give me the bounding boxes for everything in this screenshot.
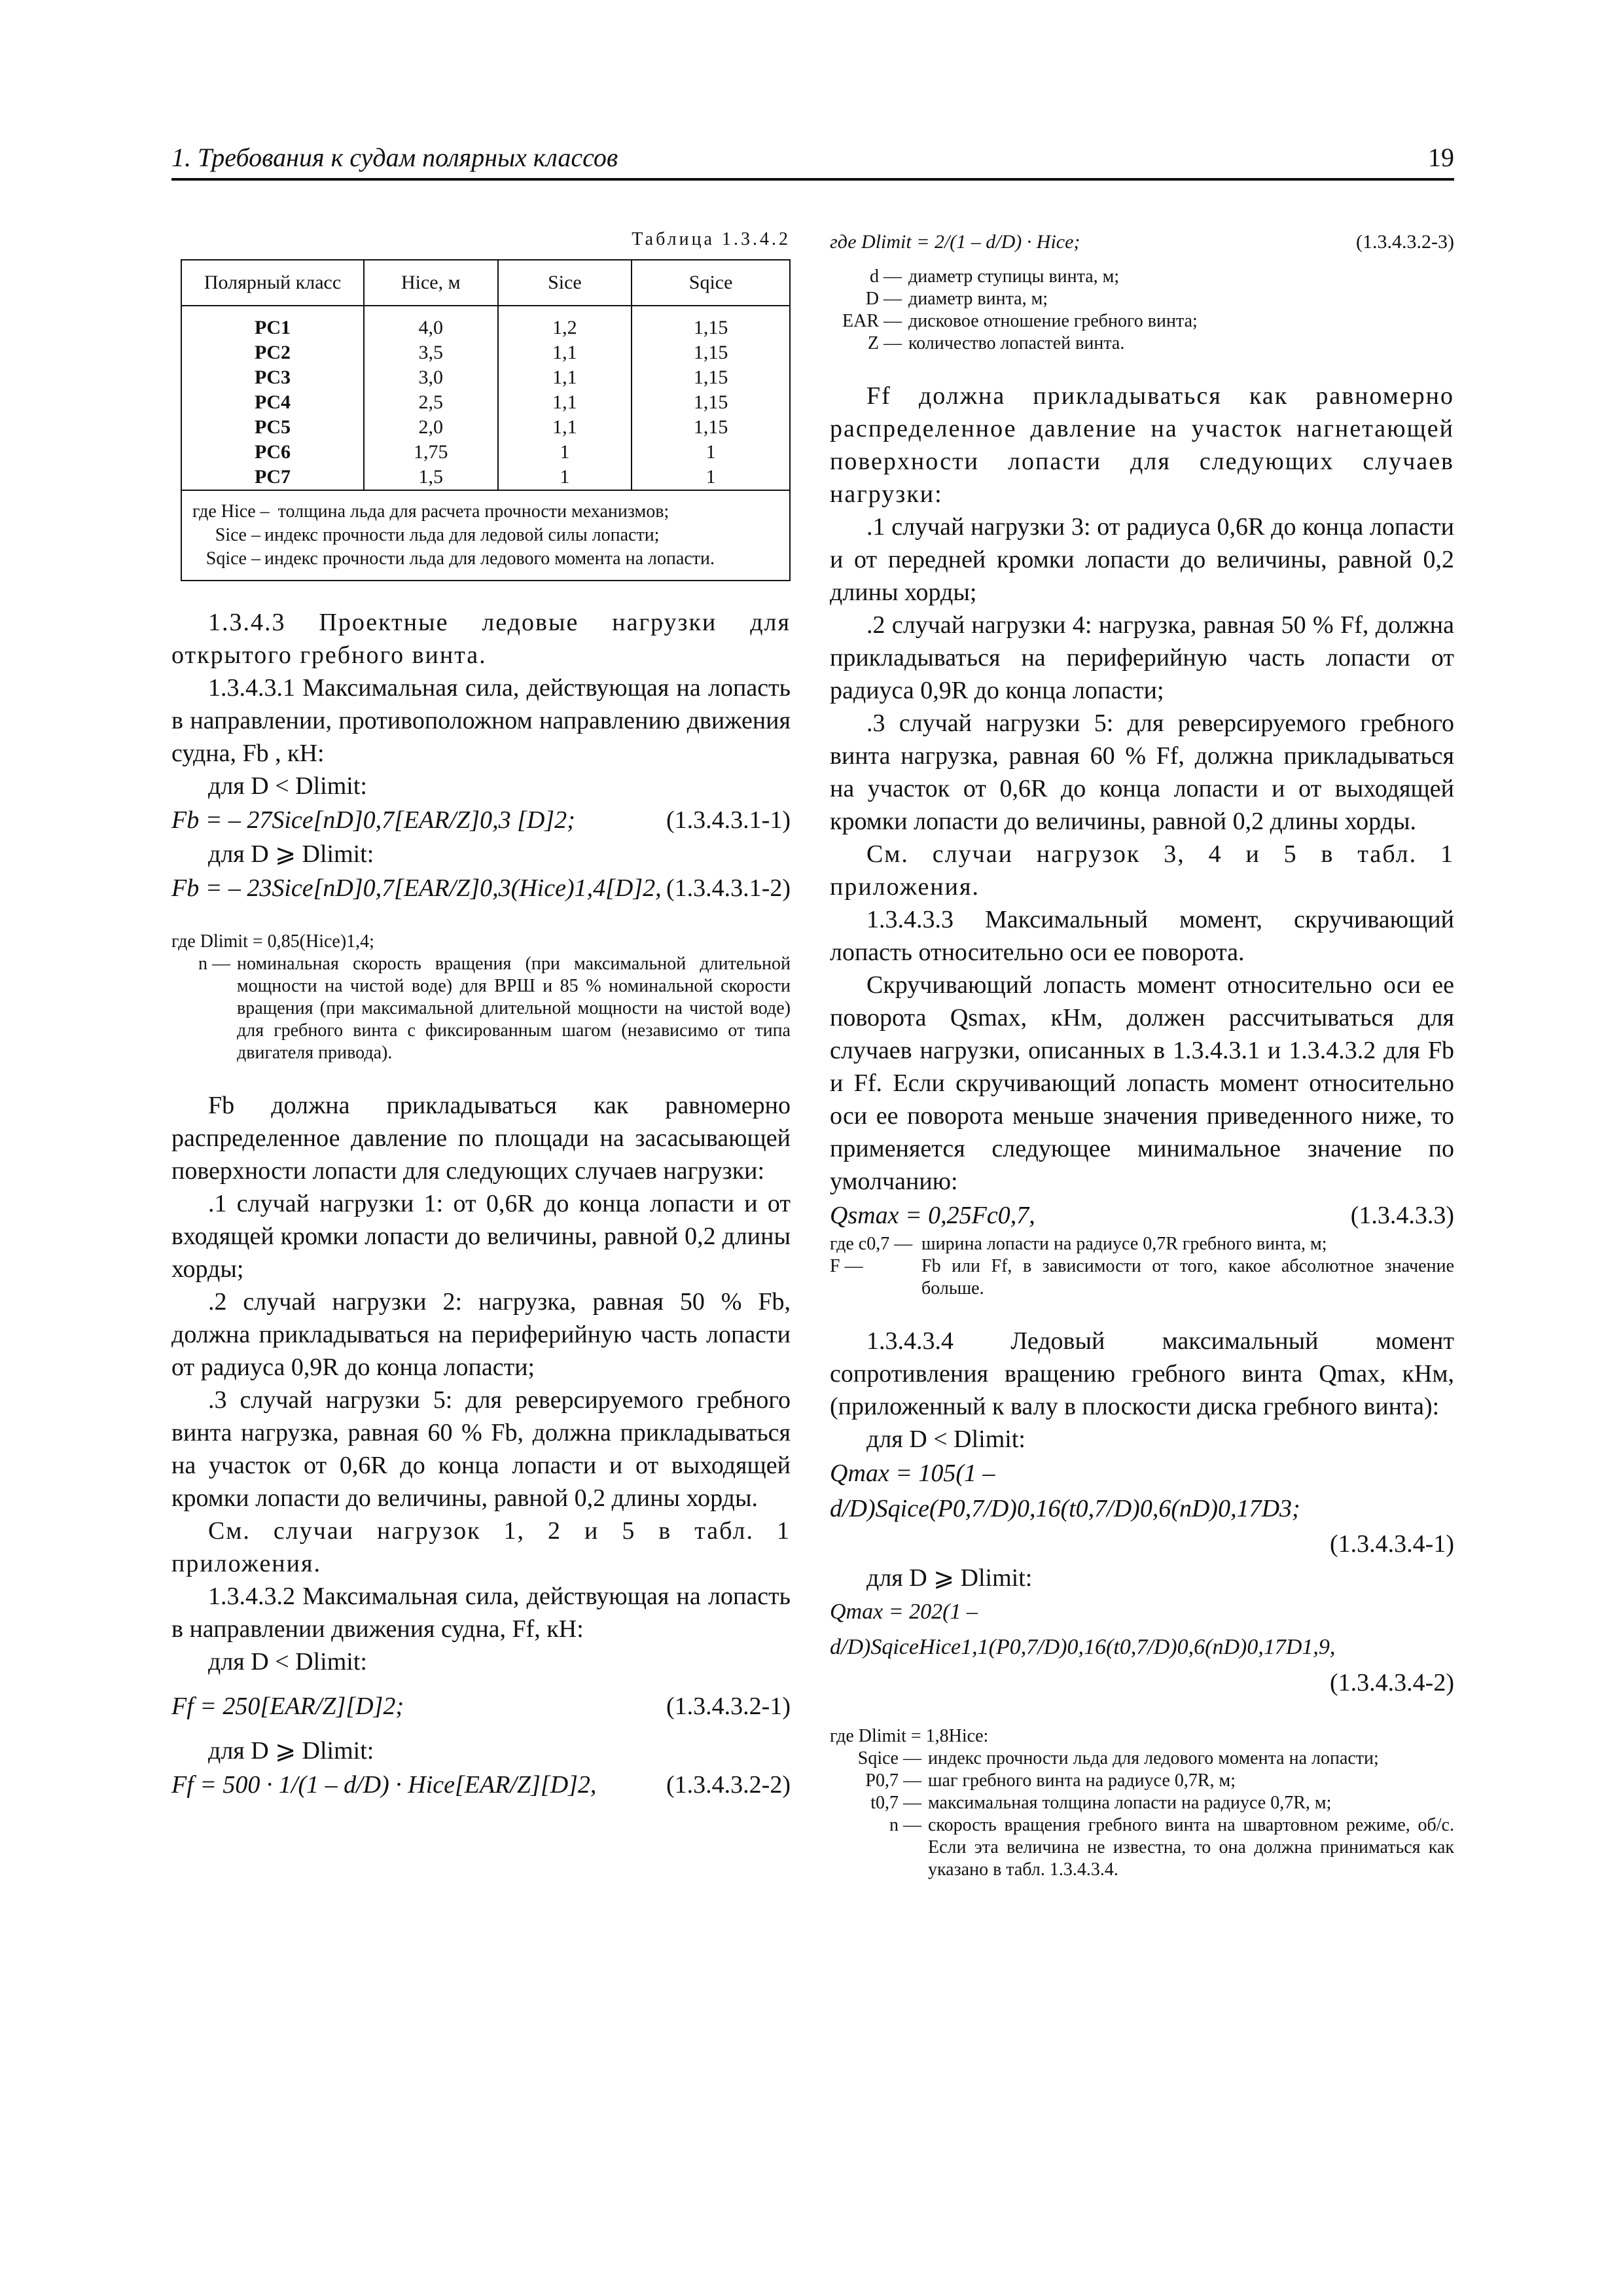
equation-number: (1.3.4.3.4-2) — [1330, 1669, 1454, 1696]
paragraph-fb: Fb должна прикладываться как равномерно распределенное давление по площади на засасывающей поверхности лопасти для следующих случаев нагрузки: — [171, 1092, 791, 1185]
definition-text: номинальная скорость вращения (при максимальной длительной мощности на чистой воде) для ВРШ и 85 % номинальной скорости вращения (при максимальной длительной мощности на чистой воде) для гребного винта с фиксированным шагом (независимо от типа двигателя привода). — [237, 954, 791, 1063]
table-cell: 1,15 — [632, 390, 790, 415]
table-row — [181, 465, 790, 490]
see-reference: См. случаи нагрузок 3, 4 и 5 в табл. 1 приложения. — [830, 840, 1454, 901]
table-cell: 1,5 — [364, 465, 498, 490]
definition-key: Z — — [867, 333, 902, 353]
table-row — [181, 415, 790, 440]
table-notes-row — [181, 490, 790, 581]
equation-number: (1.3.4.3.2-3) — [1356, 231, 1454, 253]
table-note — [192, 547, 779, 571]
table-cell: 4,0 — [364, 306, 498, 340]
table-cell: 2,0 — [364, 415, 498, 440]
equation-body: Ff = 250[EAR/Z][D]2; — [171, 1693, 404, 1720]
equation-number: (1.3.4.3.1-2) — [666, 874, 791, 902]
load-case-3: .1 случай нагрузки 3: от радиуса 0,6R до конца лопасти и от передней кромки лопасти до величины, равной 0,2 длины хорды; — [830, 513, 1454, 606]
table-row — [181, 440, 790, 465]
table-cell: 1,15 — [632, 340, 790, 365]
equation-body: Fb = – 23Sice[nD]0,7[EAR/Z]0,3(Hice)1,4[D]2, — [171, 874, 662, 902]
definition-key: F — — [830, 1256, 863, 1276]
equation-body: Fb = – 27Sice[nD]0,7[EAR/Z]0,3 [D]2; — [171, 806, 575, 834]
load-case-4: .2 случай нагрузки 4: нагрузка, равная 50 % Ff, должна прикладываться на периферийную часть лопасти от радиуса 0,9R до конца лопасти; — [830, 611, 1454, 704]
condition-less: для D < Dlimit: — [866, 1426, 1026, 1453]
note-key: Sqice – — [205, 548, 260, 569]
condition-less: для D < Dlimit: — [208, 772, 367, 800]
equation-number: (1.3.4.3.2-2) — [666, 1771, 791, 1799]
table-cell: 1,1 — [498, 390, 632, 415]
equation-number: (1.3.4.3.4-1) — [1330, 1530, 1454, 1558]
definition-dlimit: где Dlimit = 1,8Hice: — [830, 1726, 989, 1746]
note-key: Sice – — [215, 525, 260, 545]
running-header — [171, 139, 1454, 181]
note-text: толщина льда для расчета прочности механизмов; — [277, 501, 669, 522]
section-1-3-4-3: 1.3.4.3 Проектные ледовые нагрузки для открытого гребного винта. — [171, 609, 791, 669]
equation-1-3-4-3-2-2 — [171, 1767, 791, 1803]
table-cell: 1 — [632, 440, 790, 465]
definitions-block — [171, 931, 791, 1064]
definition-item — [830, 310, 1454, 332]
table-cell: 1,2 — [498, 306, 632, 340]
definition-dlimit: где Dlimit = 0,85(Hice)1,4; — [171, 931, 374, 952]
condition-greater: для D ⩾ Dlimit: — [208, 840, 374, 868]
definitions-block — [830, 266, 1454, 355]
table-cell: 1,15 — [632, 365, 790, 390]
table-header-cell: Sice — [498, 260, 632, 306]
equation-body: Qsmax = 0,25Fc0,7, — [830, 1202, 1035, 1229]
definition-item — [830, 1792, 1454, 1814]
definition-text: ширина лопасти на радиусе 0,7R гребного винта, м; — [921, 1234, 1327, 1254]
section-1-3-4-3-1: 1.3.4.3.1 Максимальная сила, действующая на лопасть в направлении, противоположном направлению движения судна, Fb , кН: — [171, 674, 791, 767]
definition-key: D — — [865, 289, 902, 309]
definition-text: индекс прочности льда для ледового момента на лопасти; — [928, 1748, 1379, 1768]
definition-key: где c0,7 — — [830, 1234, 913, 1254]
table-cell: 1,15 — [632, 306, 790, 340]
definition-item — [830, 1233, 1454, 1255]
section-1-3-4-3-3: 1.3.4.3.3 Максимальный момент, скручивающий лопасть относительно оси ее поворота. — [830, 906, 1454, 966]
table-header-cell: Полярный класс — [181, 260, 364, 306]
table-cell: PC1 — [181, 306, 364, 340]
definition-key: n — — [889, 1815, 921, 1835]
equation-body: Qmax = 105(1 – d/D)Sqice(P0,7/D)0,16(t0,7/D)0,6(nD)0,17D3; — [830, 1460, 1300, 1522]
page-number: 19 — [1428, 143, 1454, 172]
definition-item — [830, 288, 1454, 310]
section-1-3-4-3-2: 1.3.4.3.2 Максимальная сила, действующая на лопасть в направлении движения судна, Ff, кН: — [171, 1583, 791, 1643]
table-note — [192, 524, 779, 547]
equation-1-3-4-3-4-1 — [830, 1456, 1454, 1526]
table-cell: PC3 — [181, 365, 364, 390]
load-case-5: .3 случай нагрузки 5: для реверсируемого гребного винта нагрузка, равная 60 % Ff, должна прикладываться на участок от 0,6R до конца лопасти и от выходящей кромки лопасти до величины, равной 0,2 длины хорды. — [830, 709, 1454, 835]
definitions-block — [830, 1233, 1454, 1300]
equation-1-3-4-3-2-1 — [171, 1689, 791, 1724]
load-case-1: .1 случай нагрузки 1: от 0,6R до конца лопасти и от входящей кромки лопасти до величины, равной 0,2 длины хорды; — [171, 1190, 791, 1283]
equation-1-3-4-3-1-1 — [171, 802, 791, 838]
table-cell: 3,0 — [364, 365, 498, 390]
section-1-3-4-3-4: 1.3.4.3.4 Ледовый максимальный момент сопротивления вращению гребного винта Qmax, кНм, (приложенный к валу в плоскости диска гребного винта): — [830, 1327, 1454, 1420]
paragraph-qsmax: Скручивающий лопасть момент относительно оси ее поворота Qsmax, кНм, должен рассчитываться для случаев нагрузки, описанных в 1.3.4.3.1 и 1.3.4.3.2 для Fb и Ff. Если скручивающий лопасть момент относительно оси ее поворота меньше значения приведенного ниже, то применяется следующее минимальное значение по умолчанию: — [830, 971, 1454, 1195]
table-caption: Таблица 1.3.4.2 — [632, 229, 791, 249]
table-row — [181, 340, 790, 365]
definition-text: Fb или Ff, в зависимости от того, какое абсолютное значение больше. — [921, 1256, 1454, 1299]
table-cell: PC4 — [181, 390, 364, 415]
table-cell: PC7 — [181, 465, 364, 490]
table-header-cell: Sqice — [632, 260, 790, 306]
equation-number: (1.3.4.3.2-1) — [666, 1693, 791, 1720]
header-title: 1. Требования к судам полярных классов — [171, 143, 618, 172]
table-cell: 1,1 — [498, 365, 632, 390]
equation-body: Ff = 500 · 1/(1 – d/D) · Hice[EAR/Z][D]2, — [171, 1771, 597, 1799]
right-column — [830, 229, 1454, 1881]
table-cell: 1,1 — [498, 415, 632, 440]
table-notes — [181, 490, 790, 581]
see-reference: См. случаи нагрузок 1, 2 и 5 в табл. 1 приложения. — [171, 1517, 791, 1577]
equation-number: (1.3.4.3.3) — [1350, 1202, 1454, 1229]
table-cell: 1 — [498, 465, 632, 490]
equation-body: где Dlimit = 2/(1 – d/D) · Hice; — [830, 231, 1080, 253]
table-row — [181, 365, 790, 390]
equation-1-3-4-3-3 — [830, 1198, 1454, 1233]
table-cell: 1,75 — [364, 440, 498, 465]
definition-key: P0,7 — — [865, 1770, 921, 1791]
note-text: индекс прочности льда для ледового момента на лопасти. — [264, 548, 715, 569]
table-row — [181, 306, 790, 340]
equation-body: Qmax = 202(1 – d/D)SqiceHice1,1(P0,7/D)0,16(t0,7/D)0,6(nD)0,17D1,9, — [830, 1600, 1336, 1659]
definition-key: d — — [870, 266, 902, 287]
table-header-cell: Hice, м — [364, 260, 498, 306]
definition-key: n — — [198, 954, 230, 974]
condition-less: для D < Dlimit: — [208, 1648, 367, 1676]
table-cell: PC2 — [181, 340, 364, 365]
definition-key: t0,7 — — [870, 1793, 921, 1813]
equation-number: (1.3.4.3.1-1) — [666, 806, 791, 834]
note-key: где Hice – — [192, 501, 270, 522]
table-header-row — [181, 260, 790, 306]
definition-key: Sqice — — [857, 1748, 921, 1768]
table-cell: 1,1 — [498, 340, 632, 365]
definition-text: диаметр винта, м; — [908, 289, 1048, 309]
left-column — [171, 229, 791, 1803]
table-cell: 1 — [498, 440, 632, 465]
load-case-2: .2 случай нагрузки 2: нагрузка, равная 50 % Fb, должна прикладываться на периферийную часть лопасти от радиуса 0,9R до конца лопасти; — [171, 1288, 791, 1381]
definition-text: дисковое отношение гребного винта; — [908, 311, 1198, 331]
definition-text: количество лопастей винта. — [908, 333, 1125, 353]
table-row — [181, 390, 790, 415]
definition-item — [830, 1814, 1454, 1881]
definition-item — [830, 1748, 1454, 1770]
condition-greater: для D ⩾ Dlimit: — [866, 1564, 1033, 1592]
definition-item — [830, 332, 1454, 355]
definition-text: шаг гребного винта на радиусе 0,7R, м; — [928, 1770, 1236, 1791]
note-text: индекс прочности льда для ледовой силы лопасти; — [264, 525, 660, 545]
definition-n — [171, 953, 791, 1064]
equation-1-3-4-3-1-2 — [171, 870, 791, 906]
definitions-block — [830, 1725, 1454, 1881]
definition-text: максимальная толщина лопасти на радиусе 0,7R, м; — [928, 1793, 1332, 1813]
definition-item — [830, 1770, 1454, 1792]
table-cell: PC5 — [181, 415, 364, 440]
table-cell: 1 — [632, 465, 790, 490]
equation-1-3-4-3-4-2 — [830, 1594, 1454, 1665]
definition-item — [830, 1255, 1454, 1300]
polar-class-table — [181, 259, 791, 581]
table-cell: 2,5 — [364, 390, 498, 415]
table-note — [192, 500, 779, 524]
definition-key: EAR — — [842, 311, 902, 331]
condition-greater: для D ⩾ Dlimit: — [208, 1737, 374, 1765]
definition-text: скорость вращения гребного винта на швартовном режиме, об/с. Если эта величина не известна, то она должна приниматься как указано в табл. 1.3.4.3.4. — [928, 1815, 1454, 1880]
table-cell: 3,5 — [364, 340, 498, 365]
definition-text: диаметр ступицы винта, м; — [908, 266, 1120, 287]
equation-1-3-4-3-2-3 — [830, 229, 1454, 255]
definition-item — [830, 266, 1454, 288]
table-cell: 1,15 — [632, 415, 790, 440]
paragraph-ff: Ff должна прикладываться как равномерно распределенное давление на участок нагнетающей поверхности лопасти для следующих случаев нагрузки: — [830, 382, 1454, 508]
load-case-3: .3 случай нагрузки 5: для реверсируемого гребного винта нагрузка, равная 60 % Fb, должна прикладываться на участок от 0,6R до конца лопасти и от выходящей кромки лопасти до величины, равной 0,2 длины хорды. — [171, 1386, 791, 1512]
table-cell: PC6 — [181, 440, 364, 465]
